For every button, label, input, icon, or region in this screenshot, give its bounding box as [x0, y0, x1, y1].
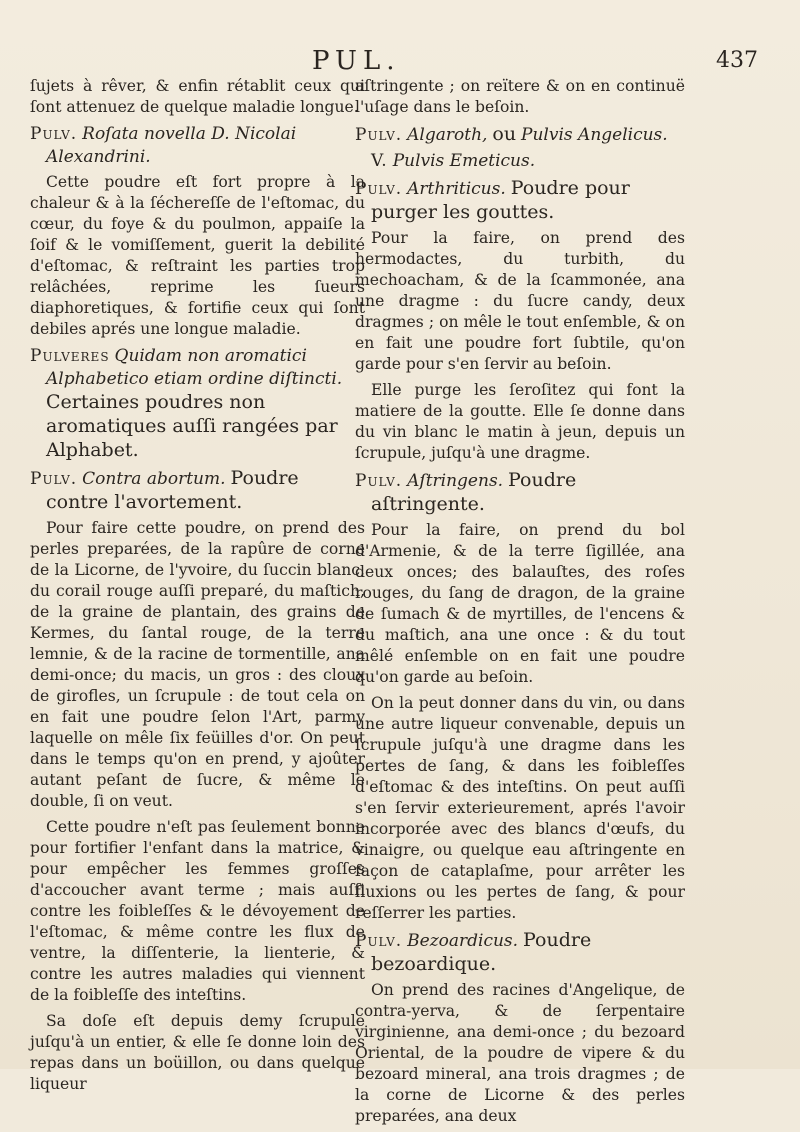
entry-heading [355, 123, 685, 147]
entry-heading [355, 469, 685, 517]
heading-french: Poudre contre l'avortement. [46, 467, 299, 513]
heading-french: ou [492, 123, 517, 145]
heading-latin: Quidam non aromatici Alphabetico etiam ordine diſtincti. [46, 346, 343, 389]
heading-latin: Pulvis Emeticus. [392, 151, 536, 171]
heading-latin: Arthriticus. [407, 179, 506, 199]
paragraph: Pour faire cette poudre, on prend des perles preparées, de la rapûre de corne de la Licorne, de l'yvoire, du ſuccin blanc, du corail rouge auſſi preparé, du maſtich, de la graine de plantain, des grains de Kermes, du ſantal rouge, de la terre lemnie, & de la racine de tormentille, ana demi-once; du macis, un gros : des cloux de girofles, un ſcrupule : de tout cela on en fait une poudre ſelon l'Art, parmy laquelle on mêle ſix feüilles d'or. On peut dans le temps qu'on en prend, y ajoûter autant peſant de ſucre, & même le double, ſi on veut. [30, 519, 365, 810]
heading-abbreviation: Pulveres [30, 346, 110, 366]
paragraph: Cette poudre eſt fort propre à la chaleur & à la ſéchereſſe de l'eſtomac, du cœur, du foye & du poulmon, appaiſe la ſoif & le vomiſſement, guerit la debilité d'eſtomac, & reſtraint les parties trop relâchées, reprime les ſueurs diaphoretiques, & fortifie ceux qui ſont debiles aprés une longue maladie. [30, 173, 365, 338]
paragraph: Cette poudre n'eſt pas ſeulement bonne pour fortifier l'enfant dans la matrice, & pour empêcher les femmes groſſes d'accoucher avant terme ; mais auſſi contre les foibleſſes & le dévoyement de l'eſtomac, & même contre les flux de ventre, la diſſenterie, la lienterie, & contre les autres maladies qui viennent de la foibleſſe des inteſtins. [30, 818, 365, 1004]
entry-heading [30, 345, 365, 463]
paragraph: On prend des racines d'Angelique, de contra-yerva, & de ſerpentaire virginienne, ana demi-once ; du bezoard Oriental, de la poudre de vipere & du bezoard mineral, ana trois dragmes ; de la corne de Licorne & des perles preparées, ana deux [355, 981, 685, 1125]
paragraph: Elle purge les ſeroſitez qui font la matiere de la goutte. Elle ſe donne dans du vin blanc le matin à jeun, depuis un ſcrupule, juſqu'à une dragme. [355, 381, 685, 462]
heading-abbreviation: Pulv. [355, 471, 403, 491]
paragraph: Pour la faire, on prend des hermodactes, du turbith, du mechoacham, & de la ſcammonée, ana une dragme : du ſucre candy, deux dragmes ; on mêle le tout enſemble, & on en fait une poudre fort ſubtile, qu'on garde pour s'en ſervir au beſoin. [355, 229, 685, 373]
running-head [0, 46, 800, 76]
heading-french: Poudre bezoardique. [371, 929, 592, 975]
running-title: PUL. [312, 46, 401, 76]
entry-heading [355, 929, 685, 977]
paragraph: aſtringente ; on reïtere & on en continuë l'uſage dans le beſoin. [355, 77, 685, 116]
heading-latin: Contra abortum. [82, 469, 226, 489]
heading-latin: Roſata novella D. Nicolai Alexandrini. [46, 124, 297, 167]
heading-abbreviation: Pulv. [355, 931, 403, 951]
paragraph: ſujets à rêver, & enfin rétablit ceux qui ſont attenuez de quelque maladie longue. [30, 77, 365, 116]
paragraph: Pour la faire, on prend du bol d'Armenie, & de la terre ſigillée, ana deux onces; des balauſtes, des roſes rouges, du ſang de dragon, de la graine de ſumach & de myrtilles, de l'encens & du maſtich, ana une once : & du tout mêlé enſemble on en fait une poudre qu'on garde au beſoin. [355, 521, 685, 686]
entry-heading [30, 467, 365, 515]
heading-abbreviation: Pulv. [355, 125, 403, 145]
paragraph: On la peut donner dans du vin, ou dans une autre liqueur convenable, depuis un ſcrupule juſqu'à une dragme dans les pertes de ſang, & dans les foibleſſes d'eſtomac & des inteſtins. On peut auſſi s'en ſervir exterieurement, aprés l'avoir incorporée avec des blancs d'œufs, du vinaigre, ou quelque eau aſtringente en façon de cataplaſme, pour arrêter les fluxions ou les pertes de ſang, & pour reſſerrer les parties. [355, 694, 685, 922]
heading-french: Certaines poudres non aromatiques auſſi rangées par Alphabet. [46, 391, 338, 461]
heading-abbreviation: Pulv. [30, 469, 78, 489]
left-column [30, 76, 365, 1100]
entry-heading [355, 150, 685, 173]
right-column [355, 76, 685, 1132]
heading-latin: Bezoardicus. [407, 931, 519, 951]
heading-latin: Aſtringens. [407, 471, 504, 491]
heading-latin: Pulvis Angelicus. [521, 125, 668, 145]
page-number: 437 [716, 48, 758, 73]
entry-heading [30, 123, 365, 169]
entry-heading [355, 177, 685, 225]
paragraph: Sa doſe eſt depuis demy ſcrupule juſqu'à un entier, & elle ſe donne loin des repas dans un boüillon, ou dans quelque liqueur [30, 1012, 365, 1093]
heading-abbreviation: Pulv. [355, 179, 403, 199]
heading-abbreviation: Pulv. [30, 124, 78, 144]
heading-latin: Algaroth, [407, 125, 488, 145]
heading-french: Poudre pour purger les gouttes. [371, 177, 630, 223]
heading-abbreviation: V. [371, 151, 388, 171]
heading-french: Poudre aſtringente. [371, 469, 577, 515]
